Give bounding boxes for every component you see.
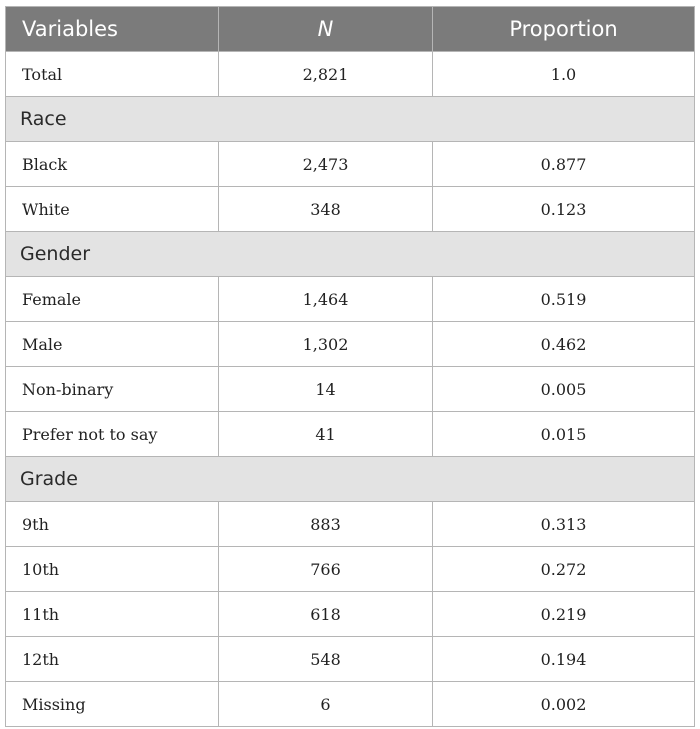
- row-proportion-cell: 0.219: [433, 592, 695, 637]
- row-n-cell: 14: [219, 367, 433, 412]
- row-label-cell: Non-binary: [6, 367, 219, 412]
- header-n: N: [219, 7, 433, 52]
- row-proportion-cell: 0.313: [433, 502, 695, 547]
- section-row: [6, 232, 695, 277]
- row-proportion-cell: 0.002: [433, 682, 695, 727]
- row-n-cell: 348: [219, 187, 433, 232]
- table-header: [6, 7, 695, 52]
- section-label: Grade: [6, 457, 695, 502]
- section-row: [6, 457, 695, 502]
- table-row: [6, 187, 695, 232]
- row-label-cell: Total: [6, 52, 219, 97]
- row-n-cell: 618: [219, 592, 433, 637]
- row-label-cell: 11th: [6, 592, 219, 637]
- demographics-table: [5, 6, 695, 727]
- row-label-cell: Male: [6, 322, 219, 367]
- row-label-cell: 12th: [6, 637, 219, 682]
- row-label-cell: Missing: [6, 682, 219, 727]
- table-row: [6, 322, 695, 367]
- table-row: [6, 367, 695, 412]
- row-proportion-cell: 0.005: [433, 367, 695, 412]
- row-n-cell: 2,473: [219, 142, 433, 187]
- table-row: [6, 502, 695, 547]
- section-label: Gender: [6, 232, 695, 277]
- table-row: [6, 52, 695, 97]
- row-proportion-cell: 0.462: [433, 322, 695, 367]
- table-row: [6, 142, 695, 187]
- row-proportion-cell: 0.123: [433, 187, 695, 232]
- row-label-cell: Prefer not to say: [6, 412, 219, 457]
- row-n-cell: 2,821: [219, 52, 433, 97]
- row-n-cell: 1,302: [219, 322, 433, 367]
- row-proportion-cell: 0.194: [433, 637, 695, 682]
- row-label-cell: Black: [6, 142, 219, 187]
- row-label-cell: White: [6, 187, 219, 232]
- header-row: [6, 7, 695, 52]
- row-n-cell: 548: [219, 637, 433, 682]
- row-n-cell: 41: [219, 412, 433, 457]
- table-row: [6, 547, 695, 592]
- row-n-cell: 6: [219, 682, 433, 727]
- row-proportion-cell: 0.015: [433, 412, 695, 457]
- table-body: [6, 52, 695, 727]
- header-variables: Variables: [6, 7, 219, 52]
- row-proportion-cell: 0.272: [433, 547, 695, 592]
- section-row: [6, 97, 695, 142]
- row-n-cell: 766: [219, 547, 433, 592]
- row-n-cell: 1,464: [219, 277, 433, 322]
- row-label-cell: 10th: [6, 547, 219, 592]
- row-proportion-cell: 1.0: [433, 52, 695, 97]
- row-label-cell: Female: [6, 277, 219, 322]
- table-row: [6, 637, 695, 682]
- section-label: Race: [6, 97, 695, 142]
- row-proportion-cell: 0.519: [433, 277, 695, 322]
- table-row: [6, 682, 695, 727]
- header-proportion: Proportion: [433, 7, 695, 52]
- row-proportion-cell: 0.877: [433, 142, 695, 187]
- table-row: [6, 592, 695, 637]
- row-n-cell: 883: [219, 502, 433, 547]
- row-label-cell: 9th: [6, 502, 219, 547]
- table-row: [6, 412, 695, 457]
- table-row: [6, 277, 695, 322]
